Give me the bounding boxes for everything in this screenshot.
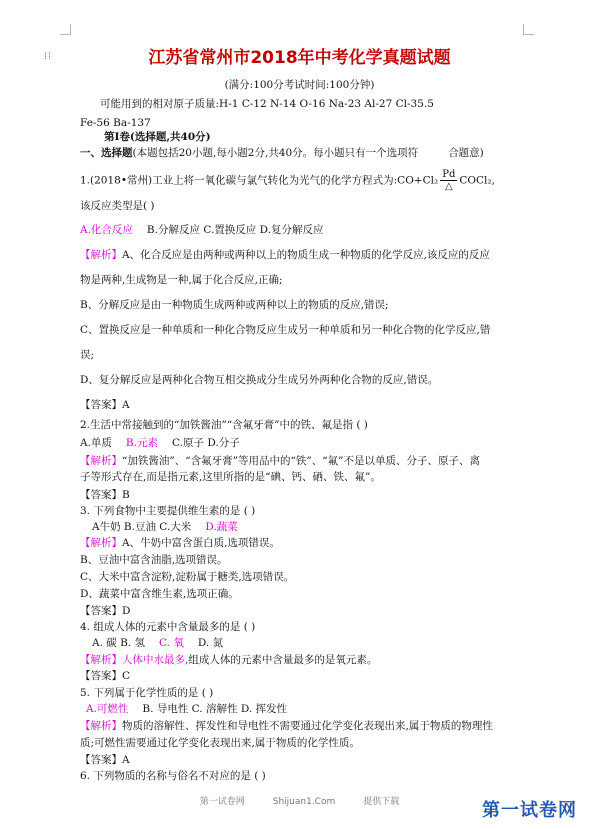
question-1-stem: [80, 169, 495, 192]
question-2-analysis-1: [80, 454, 480, 468]
question-1-analysis-2: 物是两种,生成物是一种,属于化合反应,正确;: [80, 274, 283, 286]
question-1-options: [80, 223, 324, 237]
section-rule-end: 合题意): [448, 147, 484, 159]
analysis-text: 物质的溶解性、挥发性和导电性不需要通过化学变化表现出来,属于物质的物理性: [122, 720, 493, 732]
analysis-tag: 【解析】: [80, 537, 122, 549]
question-3-stem: 3. 下列食物中主要提供维生素的是 ( ): [80, 505, 256, 517]
question-5-stem: 5. 下列属于化学性质的是 ( ): [80, 687, 214, 699]
reaction-product: COCl₂,: [459, 174, 495, 187]
option-d: D. 氮: [197, 637, 224, 649]
question-1-analysis-4: C、置换反应是一种单质和一种化合物反应生成另一种单质和另一种化合物的化学反应,错: [80, 324, 491, 336]
question-5-answer: 【答案】A: [80, 754, 130, 766]
atomic-mass-line-2: Fe-56 Ba-137: [80, 117, 151, 129]
question-5-analysis-1: [80, 719, 493, 733]
question-2-options: [80, 436, 240, 450]
question-5-analysis-2: 质;可燃性需要通过化学变化表现出来,属于物质的化学性质。: [80, 737, 360, 749]
section-description: [80, 146, 484, 160]
question-1-stem-2: 该反应类型是( ): [80, 200, 155, 212]
analysis-highlight: 人体中水最多,: [122, 654, 189, 666]
analysis-text: A、牛奶中富含蛋白质,选项错误。: [122, 537, 280, 549]
atomic-mass-line-1: 可能用到的相对原子质量:H-1 C-12 N-14 O-16 Na-23 Al-27 Cl-35.5: [100, 98, 434, 110]
options-other: A. 碳 B. 氢: [92, 637, 145, 649]
question-4-stem: 4. 组成人体的元素中含量最多的是 ( ): [80, 621, 256, 633]
reaction-condition: [440, 169, 457, 192]
question-1-analysis-1: [80, 248, 490, 262]
exam-subtitle: (满分:100分考试时间:100分钟): [224, 79, 375, 91]
option-correct: D.蔬菜: [205, 521, 238, 533]
footer-download-text: 提供下载: [363, 797, 400, 807]
options-other: B.分解反应 C.置换反应 D.复分解反应: [146, 224, 324, 236]
question-2-answer: 【答案】B: [80, 489, 130, 501]
question-4-analysis: [80, 653, 377, 667]
footer-site-url[interactable]: Shijuan1.Com: [272, 797, 336, 807]
question-6-stem: 6. 下列物质的名称与俗名不对应的是 ( ): [80, 770, 266, 782]
question-3-analysis-4: D、蔬菜中富含维生素,选项正确。: [80, 588, 239, 600]
question-3-analysis-2: B、豆油中富含油脂,选项错误。: [80, 554, 228, 566]
page-corner-mark: [523, 24, 534, 35]
options-other: B. 导电性 C. 溶解性 D. 挥发性: [142, 703, 288, 715]
analysis-text: A、化合反应是由两种或两种以上的物质生成一种物质的化学反应,该反应的反应: [122, 249, 490, 261]
question-1-analysis-3: B、分解反应是由一种物质生成两种或两种以上的物质的反应,错误;: [80, 299, 389, 311]
question-3-options: [92, 520, 238, 534]
question-2-analysis-2: 子等形式存在,而是指元素,这里所指的是“碘、钙、硒、铁、氟”。: [80, 471, 381, 483]
footer-site-name: 第一试卷网: [199, 797, 245, 807]
option-correct: A.化合反应: [80, 224, 133, 236]
question-1-analysis-5: 误;: [80, 349, 95, 361]
question-1-text: 1.(2018•常州)工业上将一氧化碳与氯气转化为光气的化学方程式为:CO+Cl₂: [80, 174, 439, 187]
section-rule: (本题包括20小题,每小题2分,共40分。每小题只有一个选项符: [132, 147, 419, 159]
analysis-tag: 【解析】: [80, 720, 122, 732]
option-a: A.单质: [80, 437, 112, 449]
heat-symbol: △: [444, 181, 453, 192]
question-3-answer: 【答案】D: [80, 605, 131, 617]
section-title: 第Ⅰ卷(选择题,共40分): [104, 131, 211, 143]
page-title: 江苏省常州市2018年中考化学真题试题: [148, 48, 451, 68]
analysis-tag: 【解析】: [80, 654, 122, 666]
question-4-options: [92, 636, 223, 650]
site-logo: 第一试卷网: [482, 800, 577, 821]
analysis-text: “加铁酱油”、“含氟牙膏”等用品中的“铁”、“氟”不是以单质、分子、原子、离: [122, 455, 480, 467]
page-corner-mark: [60, 24, 71, 35]
question-4-answer: 【答案】C: [80, 670, 131, 682]
catalyst-label: Pd: [442, 169, 456, 180]
question-3-analysis-1: [80, 536, 280, 550]
question-5-options: [86, 702, 287, 716]
option-correct: C. 氧: [159, 637, 184, 649]
option-correct: A.可燃性: [86, 703, 129, 715]
section-label: 一、选择题: [80, 147, 133, 159]
question-2-stem: 2.生活中常接触到的“加铁酱油”“含氟牙膏”中的铁、氟是指 ( ): [80, 419, 368, 431]
analysis-tag: 【解析】: [80, 249, 122, 261]
question-3-analysis-3: C、大米中富含淀粉,淀粉属于糖类,选项错误。: [80, 571, 295, 583]
analysis-tag: 【解析】: [80, 455, 122, 467]
options-other: A牛奶 B.豆油 C.大米: [92, 521, 192, 533]
question-1-analysis-6: D、复分解反应是两种化合物互相交换成分生成另外两种化合物的反应,错误。: [80, 374, 439, 386]
analysis-text: 组成人体的元素中含量最多的是氧元素。: [188, 654, 378, 666]
option-correct: B.元素: [125, 437, 158, 449]
drag-handle-icon[interactable]: ⁞⁞: [44, 49, 53, 62]
options-other: C.原子 D.分子: [171, 437, 240, 449]
question-1-answer: 【答案】A: [80, 399, 130, 411]
